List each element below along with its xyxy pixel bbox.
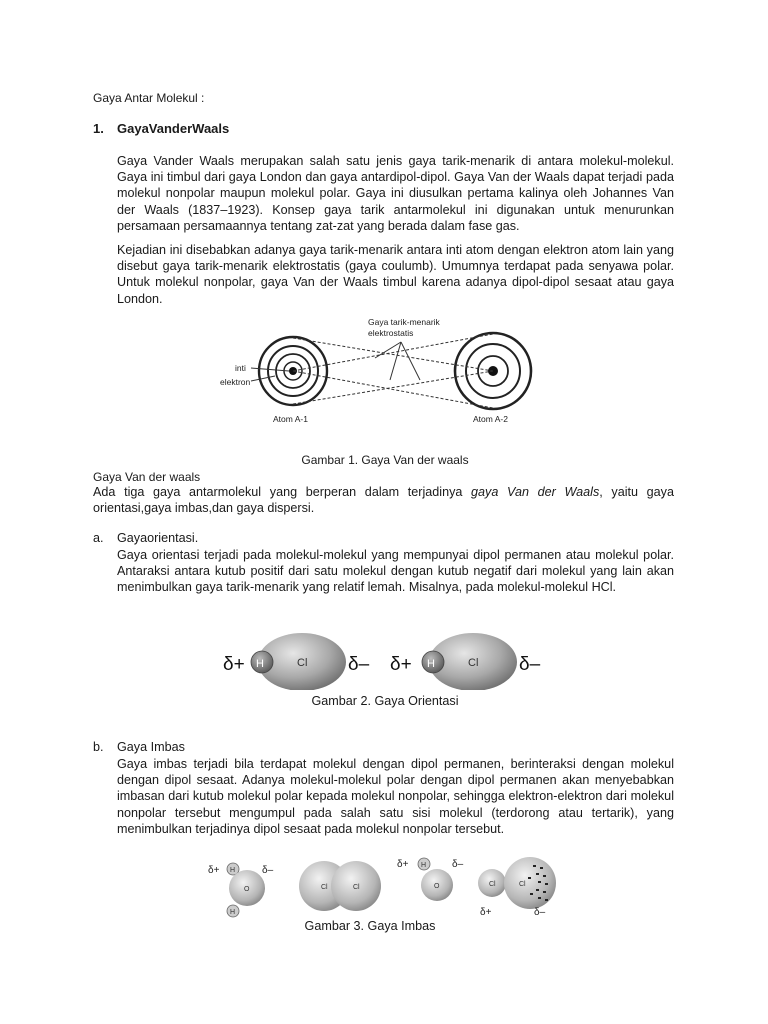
section-title: GayaVanderWaals: [117, 121, 230, 136]
figure-van-der-waals-diagram: [195, 308, 535, 433]
atom-h-w2: H: [421, 862, 427, 869]
water-molecule-1: [208, 863, 274, 917]
label-elektron: elektron: [220, 377, 251, 387]
label-inti: inti: [235, 363, 246, 373]
atom-cl-n2: Cl: [353, 884, 360, 891]
atom-o-w1: O: [244, 886, 250, 893]
label-atom-a1: Atom A-1: [273, 414, 308, 424]
label-force-line2: elektrostatis: [368, 328, 414, 338]
section-number: 1.: [93, 121, 104, 136]
item-a-letter: a.: [93, 531, 104, 545]
figure2-caption: Gambar 2. Gaya Orientasi: [311, 694, 459, 708]
label-atom-a2: Atom A-2: [473, 414, 508, 424]
delta-plus-i: δ+: [480, 907, 492, 918]
item-a-title: Gayaorientasi.: [117, 531, 199, 545]
item-b-title: Gaya Imbas: [117, 740, 185, 754]
delta-minus-w1: δ–: [262, 865, 274, 876]
atom-cl-2: Cl: [468, 657, 479, 669]
document-title: Gaya Antar Molekul :: [93, 91, 205, 105]
figure-hcl-orientation: [215, 628, 555, 690]
delta-plus-w2: δ+: [397, 859, 409, 870]
atom-cl-n1: Cl: [321, 884, 328, 891]
atom-h-1: H: [256, 658, 264, 670]
water-molecule-2: [397, 858, 464, 901]
delta-minus-i: δ–: [534, 907, 546, 918]
vdw-intro: [93, 484, 674, 516]
section-paragraph-2: Kejadian ini disebabkan adanya gaya tarik-menarik antara inti atom dengan elektron atom lain yang disebut gaya tarik-menarik elektrostatis (gaya coulumb). Umumnya terdapat pada senyawa polar. Untuk molekul nonpolar, gaya Van der Waals timbul karena adanya dipol-dipol sesaat atau gaya London.: [117, 243, 674, 306]
hcl-molecule-1: [223, 633, 370, 690]
delta-minus-w2: δ–: [452, 859, 464, 870]
item-b-text: Gaya imbas terjadi bila terdapat molekul dengan dipol permanen, berinteraksi dengan molekul dengan dipol sesaat. Adanya molekul-molekul polar dengan dipol permanen akan menyebabkan imbasan dari kutub molekul polar kepada molekul nonpolar, sehingga elektron-elektron dari molekul nonpolar tersebut mengumpul pada salah satu sisi molekul (terdorong atau tertarik), yang menimbulkan terjadinya dipol sesaat pada molekul nonpolar tersebut.: [117, 757, 674, 836]
figure-induction: [200, 853, 570, 919]
item-b-letter: b.: [93, 740, 104, 754]
atom-h-2: H: [427, 658, 435, 670]
atom-o-w2: O: [434, 883, 440, 890]
vdw-heading: Gaya Van der waals: [93, 470, 201, 484]
atom-h-w1a: H: [230, 867, 236, 874]
atom-cl-1: Cl: [297, 657, 308, 669]
delta-plus-1: δ+: [223, 654, 245, 675]
figure3-caption: Gambar 3. Gaya Imbas: [304, 919, 436, 933]
delta-minus-2: δ–: [519, 654, 541, 675]
item-a-text: Gaya orientasi terjadi pada molekul-molekul yang mempunyai dipol permanen atau molekul polar. Antaraksi antara kutub positif dari satu molekul dengan kutub negatif dari molekul yang lain akan menimbulkan gaya tarik-menarik yang relatif lemah. Misalnya, pada molekul-molekul HCl.: [117, 548, 674, 595]
delta-plus-w1: δ+: [208, 865, 220, 876]
nonpolar-molecule: [299, 861, 381, 911]
vdw-intro-italic: gaya Van der Waals: [471, 485, 600, 499]
vdw-intro-text-2: , yaitu gaya orientasi,gaya imbas,dan gaya dispersi.: [93, 485, 674, 516]
label-force-line1: Gaya tarik-menarik: [368, 317, 440, 327]
figure1-caption: Gambar 1. Gaya Van der waals: [301, 453, 469, 467]
atom-cl-i2: Cl: [519, 881, 526, 888]
atom-cl-i1: Cl: [489, 881, 496, 888]
hcl-molecule-2: [390, 633, 541, 690]
section-paragraph-1: Gaya Vander Waals merupakan salah satu jenis gaya tarik-menarik di antara molekul-molekul. Gaya ini timbul dari gaya London dan gaya antardipol-dipol. Gaya Van der Waals dapat terjadi pada molekul nonpolar maupun molekul polar. Gaya ini diusulkan pertama kalinya oleh Johannes Van der Waals (1837–1923). Konsep gaya tarik antarmolekul ini digunakan untuk menurunkan persamaan persamaannya tentang zat-zat yang berada dalam fase gas.: [117, 154, 674, 233]
vdw-intro-text-1: Ada tiga gaya antarmolekul yang berperan dalam terjadinya: [93, 485, 472, 499]
atom-h-w1b: H: [230, 909, 236, 916]
delta-minus-1: δ–: [348, 654, 370, 675]
delta-plus-2: δ+: [390, 654, 412, 675]
induced-molecule: [478, 857, 556, 918]
